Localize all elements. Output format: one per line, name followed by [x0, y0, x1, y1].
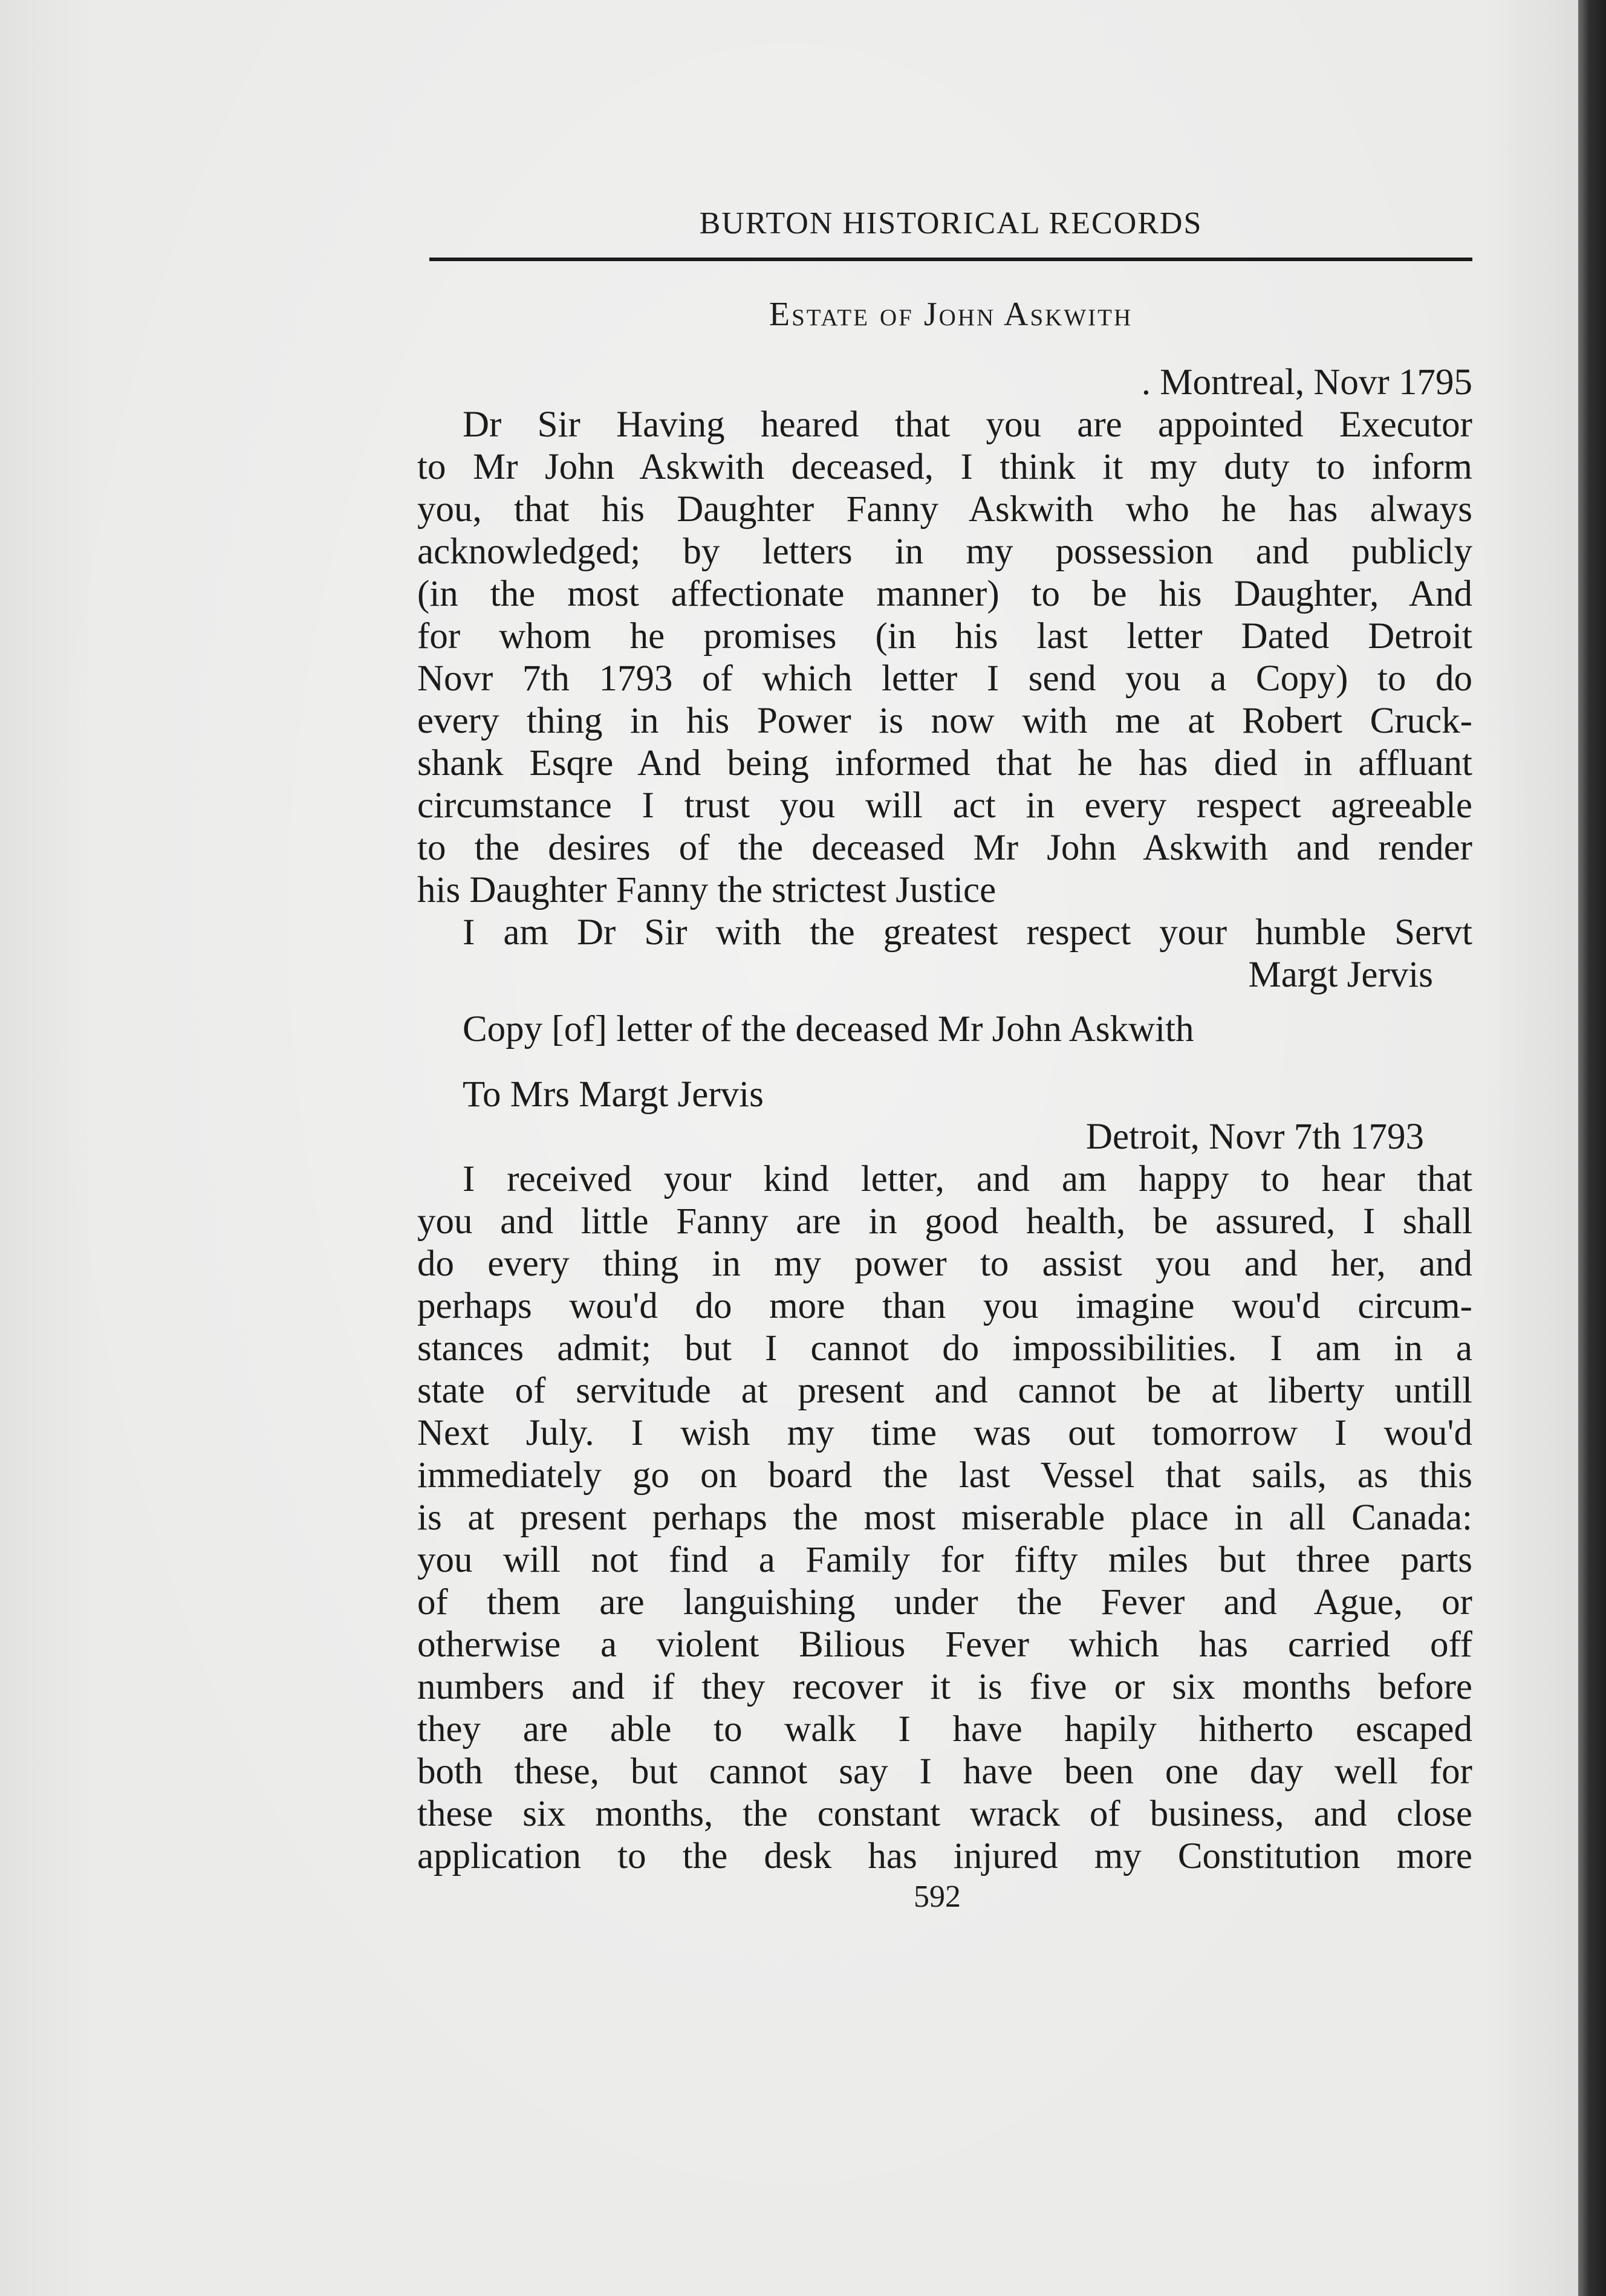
text-line: they are able to walk I have hapily hitherto escaped — [417, 1709, 1472, 1750]
text-line: both these, but cannot say I have been one day well for — [417, 1751, 1472, 1792]
text-line: do every thing in my power to assist you and her, and — [417, 1244, 1472, 1284]
text-line: shank Esqre And being informed that he has died in affluant — [417, 743, 1472, 783]
text-line: application to the desk has injured my Constitution more — [417, 1836, 1472, 1876]
text-line: immediately go on board the last Vessel that sails, as this — [417, 1455, 1472, 1496]
text-line: for whom he promises (in his last letter Dated Detroit — [417, 616, 1472, 657]
text-line: you and little Fanny are in good health, be assured, I shall — [417, 1201, 1472, 1242]
text-line: these six months, the constant wrack of business, and close — [417, 1794, 1472, 1834]
closing-line: I am Dr Sir with the greatest respect your humble Servt — [463, 912, 1472, 953]
text-line: (in the most affectionate manner) to be his Daughter, And — [417, 574, 1472, 614]
text-line: to Mr John Askwith deceased, I think it my duty to inform — [417, 447, 1472, 487]
text-line: acknowledged; by letters in my possession and publicly — [417, 531, 1472, 572]
running-head: BURTON HISTORICAL RECORDS — [699, 206, 1203, 241]
text-line: his Daughter Fanny the strictest Justice — [417, 870, 996, 910]
page-number: 592 — [914, 1879, 961, 1914]
text-line: circumstance I trust you will act in every respect agreeable — [417, 785, 1472, 826]
copy-heading: Copy [of] letter of the deceased Mr John Askwith — [463, 1009, 1194, 1049]
text-line: I received your kind letter, and am happy to hear that — [463, 1159, 1472, 1199]
text-line: stances admit; but I cannot do impossibilities. I am in a — [417, 1328, 1472, 1369]
text-line: is at present perhaps the most miserable place in all Canada: — [417, 1497, 1472, 1538]
text-line: numbers and if they recover it is five or six months before — [417, 1667, 1472, 1707]
text-line: of them are languishing under the Fever and Ague, or — [417, 1582, 1472, 1623]
text-line: Novr 7th 1793 of which letter I send you a Copy) to do — [417, 658, 1472, 699]
dateline-montreal: . Montreal, Novr 1795 — [1141, 362, 1472, 403]
text-line: you, that his Daughter Fanny Askwith who he has always — [417, 489, 1472, 530]
section-title: Estate of John Askwith — [769, 296, 1133, 333]
text-line: Next July. I wish my time was out tomorrow I wou'd — [417, 1413, 1472, 1453]
text-line: state of servitude at present and cannot be at liberty untill — [417, 1370, 1472, 1411]
text-line: perhaps wou'd do more than you imagine wou'd circum- — [417, 1286, 1472, 1326]
text-line: every thing in his Power is now with me at Robert Cruck- — [417, 701, 1472, 741]
signature: Margt Jervis — [1248, 955, 1433, 995]
page-edge-shadow — [1578, 0, 1606, 2296]
salutation-line: To Mrs Margt Jervis — [463, 1074, 764, 1115]
text-line: otherwise a violent Bilious Fever which has carried off — [417, 1624, 1472, 1665]
text-line: Dr Sir Having heared that you are appointed Executor — [463, 404, 1472, 445]
header-rule — [429, 258, 1472, 261]
dateline-detroit: Detroit, Novr 7th 1793 — [1085, 1117, 1424, 1157]
text-line: you will not find a Family for fifty miles but three parts — [417, 1540, 1472, 1580]
text-line: to the desires of the deceased Mr John Askwith and render — [417, 828, 1472, 868]
